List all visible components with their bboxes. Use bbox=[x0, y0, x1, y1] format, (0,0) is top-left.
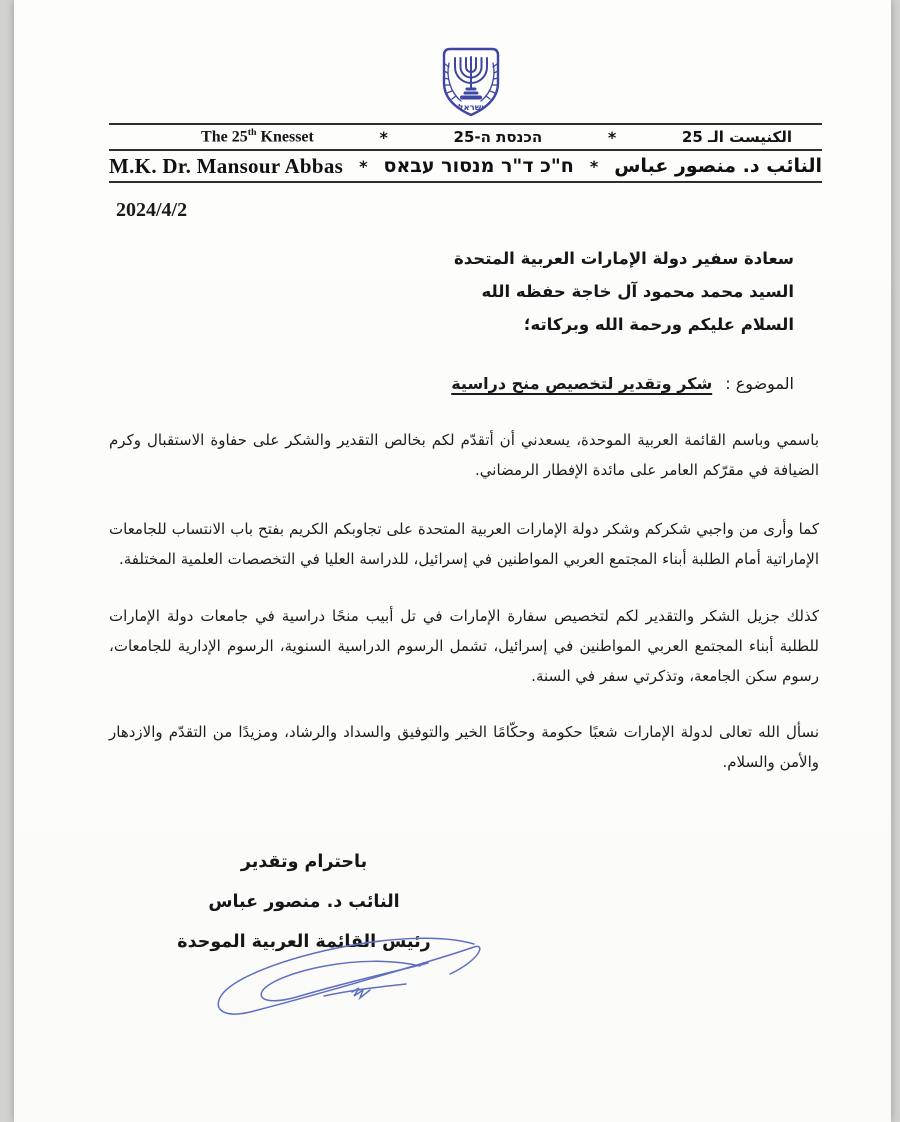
member-header-row bbox=[109, 151, 822, 181]
letter-date: 2024/4/2 bbox=[116, 199, 188, 221]
body-paragraph: كذلك جزيل الشكر والتقدير لكم لتخصيص سفارة الإمارات في تل أبيب منحًا دراسية في جامعات دولة الإمارات للطلبة أبناء المجتمع العربي المواطنين في إسرائيل، تشمل الرسوم الدراسية السنوية، الرسوم الإدارية للجامعات، رسوم سكن الجامعة، وتذكرتي سفر في السنة. bbox=[109, 607, 819, 685]
member-name-english: M.K. Dr. Mansour Abbas bbox=[109, 153, 344, 178]
separator-star: * bbox=[359, 156, 368, 176]
body-paragraph: كما وأرى من واجبي شكركم وشكر دولة الإمارات العربية المتحدة على تجاوبكم الكريم بفتح باب الانتساب للجامعات الإماراتية أمام الطلبة أبناء المجتمع العربي المواطنين في إسرائيل، للدراسة العليا في التخصصات العلمية المختلفة. bbox=[109, 520, 819, 568]
handwritten-signature bbox=[206, 930, 494, 1040]
body-paragraph: باسمي وباسم القائمة العربية الموحدة، يسعدني أن أتقدّم لكم بخالص التقدير والشكر على حفاوة الاستقبال وكرم الضيافة في مقرّكم العامر على مائدة الإفطار الرمضاني. bbox=[109, 431, 819, 479]
member-name-hebrew: ח"כ ד"ר מנסור עבאס bbox=[383, 155, 574, 177]
recipient-line: السيد محمد محمود آل خاجة حفظه الله bbox=[481, 282, 794, 301]
closing-salutation: باحترام وتقدير bbox=[240, 852, 368, 872]
knesset-label-english bbox=[201, 127, 314, 146]
knesset-header-row bbox=[109, 125, 822, 151]
recipient-line: سعادة سفير دولة الإمارات العربية المتحدة bbox=[454, 249, 794, 268]
knesset-en-suffix: Knesset bbox=[256, 128, 314, 146]
subject-line bbox=[451, 374, 794, 393]
closing-title: رئيس القائمة العربية الموحدة bbox=[177, 932, 431, 952]
knesset-label-hebrew: הכנסת ה-25 bbox=[453, 128, 543, 146]
member-name-arabic: النائب د. منصور عباس bbox=[614, 155, 822, 177]
subject-text: شكر وتقدير لتخصيص منح دراسية bbox=[451, 374, 713, 393]
emblem-caption: ישראל bbox=[458, 103, 484, 113]
separator-star: * bbox=[379, 127, 388, 147]
greeting-line: السلام عليكم ورحمة الله وبركاته؛ bbox=[523, 315, 794, 334]
subject-label: الموضوع : bbox=[725, 374, 794, 393]
knesset-en-prefix: The 25 bbox=[201, 128, 248, 146]
separator-star: * bbox=[589, 156, 599, 176]
knesset-label-arabic: الكنيست الـ 25 bbox=[681, 128, 792, 146]
letter-paper bbox=[14, 0, 891, 1122]
letterhead bbox=[109, 123, 822, 183]
knesset-en-ordinal: th bbox=[247, 127, 257, 139]
separator-star: * bbox=[607, 127, 617, 147]
body-paragraph: نسأل الله تعالى لدولة الإمارات شعبًا حكومة وحكّامًا الخير والتوفيق والسداد والرشاد، ومزيدًا من التقدّم والازدهار والأمن والسلام. bbox=[109, 723, 819, 771]
israel-state-emblem-icon bbox=[438, 45, 504, 121]
recipient-block bbox=[454, 242, 794, 341]
closing-name: النائب د. منصور عباس bbox=[208, 892, 400, 912]
